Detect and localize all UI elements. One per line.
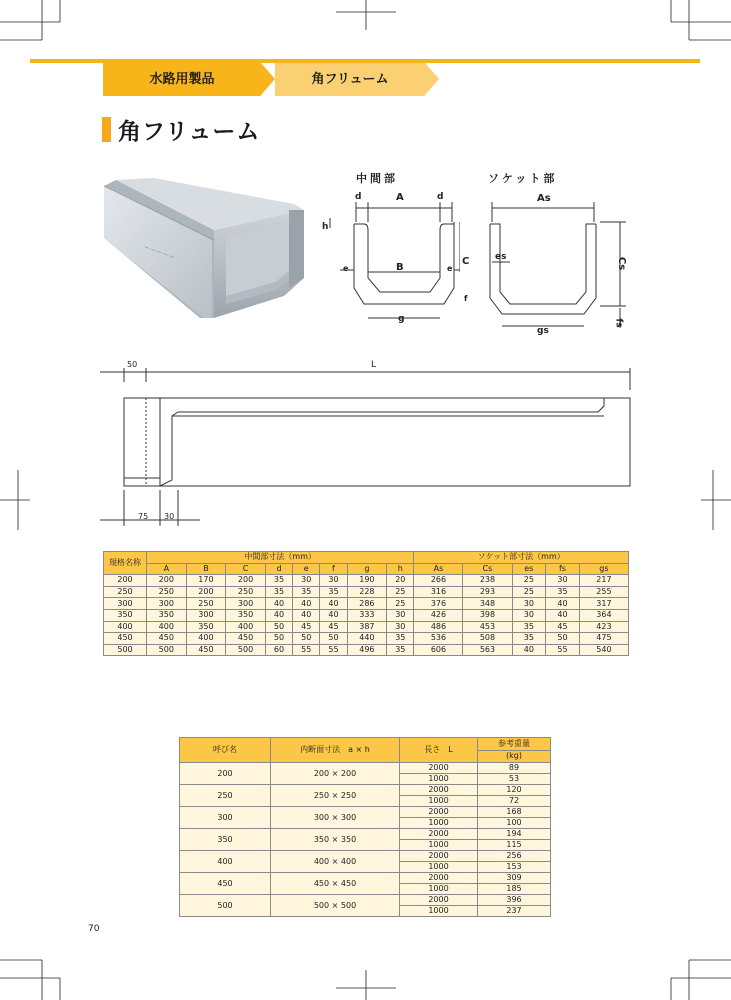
table-cell: 45 bbox=[293, 621, 320, 633]
dim-g: g bbox=[398, 314, 405, 324]
table-cell: 190 bbox=[347, 575, 387, 587]
column-header: C bbox=[226, 563, 266, 575]
table-cell: 30 bbox=[320, 575, 347, 587]
dim-30: 30 bbox=[164, 512, 175, 521]
socket-section-label: ソケット部 bbox=[488, 172, 558, 185]
column-header: f bbox=[320, 563, 347, 575]
weight-cell: 115 bbox=[478, 840, 551, 851]
size-name: 400 bbox=[180, 851, 271, 873]
weight-cell: 53 bbox=[478, 774, 551, 785]
length-cell: 1000 bbox=[400, 884, 478, 895]
dim-e-left: e bbox=[343, 264, 349, 273]
length-cell: 2000 bbox=[400, 829, 478, 840]
table-cell: 35 bbox=[512, 621, 546, 633]
table-cell: 400 bbox=[226, 621, 266, 633]
table-cell: 50 bbox=[320, 633, 347, 645]
table-cell: 453 bbox=[463, 621, 512, 633]
section-size: 300 × 300 bbox=[271, 807, 400, 829]
table-cell: 40 bbox=[512, 644, 546, 656]
col-weight: 参考重量 bbox=[478, 738, 551, 751]
table-cell: 536 bbox=[414, 633, 463, 645]
table-cell: 316 bbox=[414, 586, 463, 598]
weight-cell: 120 bbox=[478, 785, 551, 796]
table-cell: 35 bbox=[387, 633, 414, 645]
table-cell: 376 bbox=[414, 598, 463, 610]
table-cell: 40 bbox=[320, 598, 347, 610]
dim-d-left: d bbox=[355, 192, 362, 202]
column-header: As bbox=[414, 563, 463, 575]
dim-A: A bbox=[396, 192, 404, 203]
table-cell: 35 bbox=[512, 633, 546, 645]
length-cell: 1000 bbox=[400, 906, 478, 917]
table-cell: 40 bbox=[546, 609, 580, 621]
table-cell: 200 bbox=[104, 575, 147, 587]
socket-section-diagram bbox=[480, 188, 630, 338]
table-cell: 364 bbox=[579, 609, 628, 621]
table-cell: 317 bbox=[579, 598, 628, 610]
table-cell: 398 bbox=[463, 609, 512, 621]
group-middle: 中間部寸法（mm） bbox=[147, 552, 414, 564]
table-cell: 25 bbox=[512, 575, 546, 587]
table-cell: 450 bbox=[147, 633, 187, 645]
table-cell: 400 bbox=[104, 621, 147, 633]
dim-L: L bbox=[371, 360, 377, 370]
table-cell: 35 bbox=[320, 586, 347, 598]
table-cell: 450 bbox=[186, 644, 226, 656]
column-header: e bbox=[293, 563, 320, 575]
table-cell: 387 bbox=[347, 621, 387, 633]
table-cell: 563 bbox=[463, 644, 512, 656]
table-cell: 50 bbox=[293, 633, 320, 645]
dim-h: h bbox=[322, 222, 329, 232]
table-cell: 475 bbox=[579, 633, 628, 645]
column-header: es bbox=[512, 563, 546, 575]
length-cell: 1000 bbox=[400, 840, 478, 851]
table-cell: 30 bbox=[293, 575, 320, 587]
title-accent bbox=[102, 117, 111, 142]
table-cell: 250 bbox=[104, 586, 147, 598]
product-photo bbox=[104, 178, 312, 318]
length-cell: 2000 bbox=[400, 807, 478, 818]
length-cell: 1000 bbox=[400, 796, 478, 807]
table-cell: 508 bbox=[463, 633, 512, 645]
table-cell: 423 bbox=[579, 621, 628, 633]
weight-table bbox=[179, 737, 551, 917]
column-header: A bbox=[147, 563, 187, 575]
weight-cell: 396 bbox=[478, 895, 551, 906]
table-cell: 30 bbox=[546, 575, 580, 587]
dim-C: C bbox=[462, 256, 470, 267]
table-cell: 55 bbox=[546, 644, 580, 656]
table-cell: 333 bbox=[347, 609, 387, 621]
table-row bbox=[180, 807, 551, 818]
column-header: gs bbox=[579, 563, 628, 575]
table-cell: 540 bbox=[579, 644, 628, 656]
side-elevation-diagram bbox=[100, 360, 640, 530]
dim-gs: gs bbox=[537, 326, 549, 336]
weight-cell: 194 bbox=[478, 829, 551, 840]
table-cell: 348 bbox=[463, 598, 512, 610]
length-cell: 1000 bbox=[400, 774, 478, 785]
table-cell: 40 bbox=[265, 598, 292, 610]
dim-f: f bbox=[464, 294, 468, 303]
table-cell: 350 bbox=[186, 621, 226, 633]
table-cell: 350 bbox=[226, 609, 266, 621]
size-name: 300 bbox=[180, 807, 271, 829]
table-cell: 250 bbox=[226, 586, 266, 598]
dim-es: es bbox=[495, 252, 507, 262]
column-header: Cs bbox=[463, 563, 512, 575]
length-cell: 2000 bbox=[400, 895, 478, 906]
table-cell: 35 bbox=[387, 644, 414, 656]
length-cell: 1000 bbox=[400, 818, 478, 829]
column-header: h bbox=[387, 563, 414, 575]
weight-cell: 185 bbox=[478, 884, 551, 895]
table-cell: 450 bbox=[104, 633, 147, 645]
dim-d-right: d bbox=[437, 192, 444, 202]
dim-50: 50 bbox=[127, 360, 138, 369]
table-cell: 35 bbox=[293, 586, 320, 598]
table-row bbox=[104, 586, 629, 598]
table-row bbox=[104, 609, 629, 621]
table-cell: 30 bbox=[512, 609, 546, 621]
table-cell: 500 bbox=[226, 644, 266, 656]
table-cell: 255 bbox=[579, 586, 628, 598]
section-size: 200 × 200 bbox=[271, 763, 400, 785]
table-cell: 40 bbox=[293, 609, 320, 621]
table-cell: 50 bbox=[265, 621, 292, 633]
column-header: B bbox=[186, 563, 226, 575]
table-cell: 30 bbox=[387, 609, 414, 621]
dim-e-right: e bbox=[447, 264, 453, 273]
page-title: 角フリューム bbox=[118, 119, 261, 145]
table-cell: 50 bbox=[265, 633, 292, 645]
table-row bbox=[180, 873, 551, 884]
table-cell: 440 bbox=[347, 633, 387, 645]
table-cell: 500 bbox=[104, 644, 147, 656]
table-cell: 40 bbox=[320, 609, 347, 621]
size-name: 500 bbox=[180, 895, 271, 917]
weight-cell: 100 bbox=[478, 818, 551, 829]
size-name: 200 bbox=[180, 763, 271, 785]
section-size: 350 × 350 bbox=[271, 829, 400, 851]
table-cell: 45 bbox=[546, 621, 580, 633]
table-cell: 25 bbox=[387, 598, 414, 610]
table-cell: 250 bbox=[147, 586, 187, 598]
table-corner: 規格名称 bbox=[104, 552, 147, 575]
table-cell: 170 bbox=[186, 575, 226, 587]
table-cell: 250 bbox=[186, 598, 226, 610]
table-cell: 496 bbox=[347, 644, 387, 656]
table-row bbox=[180, 763, 551, 774]
table-row bbox=[104, 633, 629, 645]
table-cell: 40 bbox=[546, 598, 580, 610]
table-cell: 30 bbox=[387, 621, 414, 633]
table-row bbox=[180, 851, 551, 862]
table-cell: 35 bbox=[546, 586, 580, 598]
table-cell: 350 bbox=[147, 609, 187, 621]
table-cell: 238 bbox=[463, 575, 512, 587]
table-cell: 55 bbox=[320, 644, 347, 656]
table-cell: 40 bbox=[265, 609, 292, 621]
size-name: 250 bbox=[180, 785, 271, 807]
table-cell: 200 bbox=[226, 575, 266, 587]
column-header: fs bbox=[546, 563, 580, 575]
table-cell: 45 bbox=[320, 621, 347, 633]
dim-75: 75 bbox=[138, 512, 149, 521]
table-cell: 450 bbox=[226, 633, 266, 645]
table-cell: 228 bbox=[347, 586, 387, 598]
col-name: 呼び名 bbox=[180, 738, 271, 763]
table-cell: 20 bbox=[387, 575, 414, 587]
table-row bbox=[180, 829, 551, 840]
table-row bbox=[180, 785, 551, 796]
length-cell: 2000 bbox=[400, 763, 478, 774]
weight-cell: 256 bbox=[478, 851, 551, 862]
table-cell: 500 bbox=[147, 644, 187, 656]
table-row bbox=[104, 644, 629, 656]
table-cell: 40 bbox=[293, 598, 320, 610]
weight-cell: 72 bbox=[478, 796, 551, 807]
length-cell: 1000 bbox=[400, 862, 478, 873]
section-size: 400 × 400 bbox=[271, 851, 400, 873]
table-cell: 426 bbox=[414, 609, 463, 621]
table-cell: 286 bbox=[347, 598, 387, 610]
dim-fs: fs bbox=[613, 318, 624, 328]
weight-cell: 89 bbox=[478, 763, 551, 774]
breadcrumb-subcategory: 角フリューム bbox=[275, 63, 425, 96]
length-cell: 2000 bbox=[400, 873, 478, 884]
table-cell: 35 bbox=[265, 586, 292, 598]
breadcrumb-arrow bbox=[425, 63, 439, 95]
breadcrumb-arrow bbox=[261, 63, 275, 95]
dim-Cs: Cs bbox=[616, 256, 628, 271]
dim-As: As bbox=[537, 193, 551, 204]
page-number: 70 bbox=[88, 924, 100, 934]
table-row bbox=[180, 895, 551, 906]
col-weight-unit: (kg) bbox=[478, 750, 551, 763]
table-row bbox=[104, 575, 629, 587]
table-cell: 300 bbox=[104, 598, 147, 610]
table-row bbox=[104, 598, 629, 610]
table-cell: 606 bbox=[414, 644, 463, 656]
column-header: d bbox=[265, 563, 292, 575]
middle-section-diagram bbox=[320, 188, 460, 338]
dim-B: B bbox=[396, 262, 404, 273]
size-name: 350 bbox=[180, 829, 271, 851]
table-cell: 300 bbox=[226, 598, 266, 610]
breadcrumb-category: 水路用製品 bbox=[103, 63, 261, 96]
table-cell: 400 bbox=[147, 621, 187, 633]
weight-cell: 153 bbox=[478, 862, 551, 873]
table-cell: 35 bbox=[265, 575, 292, 587]
table-cell: 300 bbox=[186, 609, 226, 621]
section-size: 500 × 500 bbox=[271, 895, 400, 917]
length-cell: 2000 bbox=[400, 785, 478, 796]
weight-cell: 237 bbox=[478, 906, 551, 917]
table-cell: 25 bbox=[512, 586, 546, 598]
table-cell: 55 bbox=[293, 644, 320, 656]
section-size: 250 × 250 bbox=[271, 785, 400, 807]
column-header: g bbox=[347, 563, 387, 575]
table-cell: 350 bbox=[104, 609, 147, 621]
svg-text:― ― ― ― ―: ― ― ― ― ― bbox=[143, 244, 175, 261]
table-cell: 50 bbox=[546, 633, 580, 645]
table-cell: 60 bbox=[265, 644, 292, 656]
middle-section-label: 中間部 bbox=[356, 172, 398, 185]
table-cell: 200 bbox=[147, 575, 187, 587]
table-cell: 300 bbox=[147, 598, 187, 610]
size-name: 450 bbox=[180, 873, 271, 895]
table-cell: 486 bbox=[414, 621, 463, 633]
weight-cell: 168 bbox=[478, 807, 551, 818]
group-socket: ソケット部寸法（mm） bbox=[414, 552, 629, 564]
section-size: 450 × 450 bbox=[271, 873, 400, 895]
table-cell: 400 bbox=[186, 633, 226, 645]
table-cell: 293 bbox=[463, 586, 512, 598]
length-cell: 2000 bbox=[400, 851, 478, 862]
col-length: 長さ L bbox=[400, 738, 478, 763]
table-cell: 30 bbox=[512, 598, 546, 610]
table-cell: 200 bbox=[186, 586, 226, 598]
weight-cell: 309 bbox=[478, 873, 551, 884]
table-cell: 217 bbox=[579, 575, 628, 587]
table-row bbox=[104, 621, 629, 633]
col-section: 内断面寸法 a × h bbox=[271, 738, 400, 763]
table-cell: 25 bbox=[387, 586, 414, 598]
dimension-table bbox=[103, 551, 629, 656]
table-cell: 266 bbox=[414, 575, 463, 587]
